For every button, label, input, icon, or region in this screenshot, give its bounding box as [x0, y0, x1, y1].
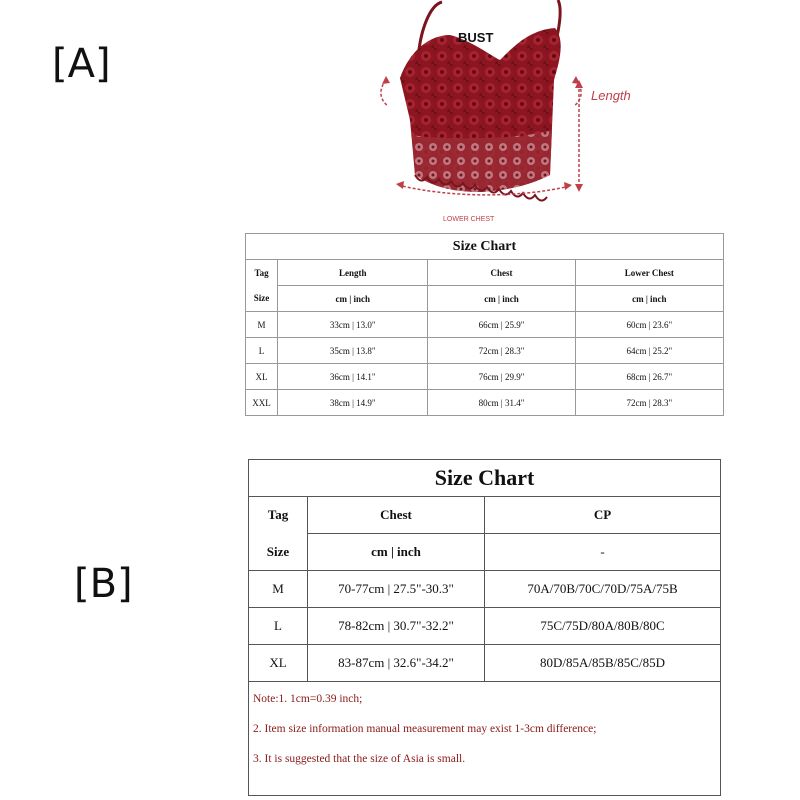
tag-header: Tag [249, 497, 308, 534]
length-cell: 35cm | 13.8" [278, 338, 428, 364]
chest-cell: 83-87cm | 32.6"-34.2" [308, 645, 485, 682]
unit-lower-chest: cm | inch [575, 286, 723, 312]
size-header: Size [246, 286, 278, 312]
note-2: 2. Item size information manual measurement may exist 1-3cm difference; [253, 723, 597, 735]
table-row [249, 608, 721, 645]
table-row [246, 364, 724, 390]
size-cell: M [249, 571, 308, 608]
length-label: Length [591, 88, 631, 103]
lace-bralette-image [370, 0, 640, 228]
unit-chest: cm | inch [428, 286, 575, 312]
notes [249, 682, 721, 796]
panel-label-b: [B] [74, 561, 133, 607]
length-cell: 36cm | 14.1" [278, 364, 428, 390]
panel-label-a: [A] [52, 41, 111, 87]
tag-header: Tag [246, 260, 278, 286]
table-row [249, 645, 721, 682]
size-cell: XL [246, 364, 278, 390]
chest-cell: 70-77cm | 27.5"-30.3" [308, 571, 485, 608]
lower-chest-cell: 68cm | 26.7" [575, 364, 723, 390]
table-row [246, 390, 724, 416]
size-cell: L [249, 608, 308, 645]
col-header-cp: CP [485, 497, 721, 534]
size-cell: XL [249, 645, 308, 682]
cp-cell: 80D/85A/85B/85C/85D [485, 645, 721, 682]
note-3: 3. It is suggested that the size of Asia is small. [253, 753, 466, 765]
cp-cell: 75C/75D/80A/80B/80C [485, 608, 721, 645]
note-1: Note:1. 1cm=0.39 inch; [253, 693, 363, 705]
size-chart-table-a [245, 233, 724, 416]
size-cell: M [246, 312, 278, 338]
table-row [249, 571, 721, 608]
lower-chest-label: LOWER CHEST [443, 216, 495, 223]
table-row [246, 312, 724, 338]
table-row [246, 338, 724, 364]
chest-cell: 78-82cm | 30.7"-32.2" [308, 608, 485, 645]
lower-chest-cell: 72cm | 28.3" [575, 390, 723, 416]
size-cell: XXL [246, 390, 278, 416]
length-cell: 33cm | 13.0" [278, 312, 428, 338]
size-chart-table-b [248, 459, 721, 796]
unit-cp: - [485, 534, 721, 571]
unit-chest: cm | inch [308, 534, 485, 571]
chest-cell: 72cm | 28.3" [428, 338, 575, 364]
bust-label: BUST [458, 30, 494, 45]
table-a-title: Size Chart [246, 234, 724, 260]
unit-length: cm | inch [278, 286, 428, 312]
col-header-length: Length [278, 260, 428, 286]
col-header-chest: Chest [428, 260, 575, 286]
chest-cell: 80cm | 31.4" [428, 390, 575, 416]
lower-chest-cell: 60cm | 23.6" [575, 312, 723, 338]
col-header-lower-chest: Lower Chest [575, 260, 723, 286]
size-cell: L [246, 338, 278, 364]
table-b-title: Size Chart [249, 460, 721, 497]
lower-chest-cell: 64cm | 25.2" [575, 338, 723, 364]
size-header: Size [249, 534, 308, 571]
chest-cell: 76cm | 29.9" [428, 364, 575, 390]
bust-arrow-left [381, 80, 388, 106]
col-header-chest: Chest [308, 497, 485, 534]
chest-cell: 66cm | 25.9" [428, 312, 575, 338]
length-cell: 38cm | 14.9" [278, 390, 428, 416]
cp-cell: 70A/70B/70C/70D/75A/75B [485, 571, 721, 608]
